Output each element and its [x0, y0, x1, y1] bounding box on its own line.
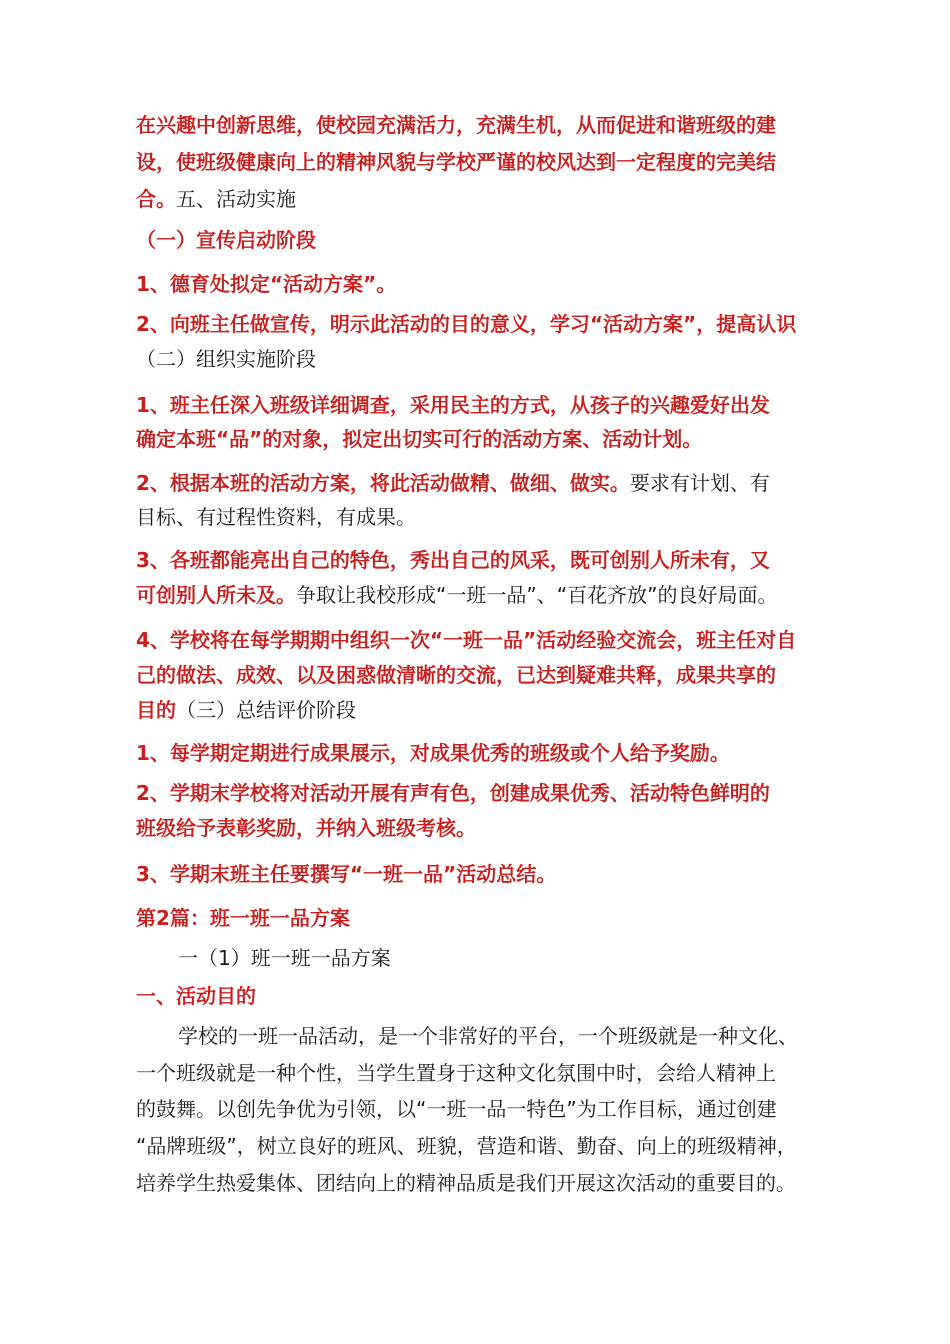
- paragraph-line: [136, 697, 356, 723]
- section-heading: 一、活动目的: [136, 984, 256, 1008]
- plan-title: 一（1）班一班一品方案: [178, 946, 391, 970]
- paragraph-line: [136, 582, 777, 608]
- list-item: 1、每学期定期进行成果展示，对成果优秀的班级或个人给予奖励。: [136, 741, 730, 765]
- list-item: 4、学校将在每学期期中组织一次“一班一品”活动经验交流会，班主任对自: [136, 628, 797, 652]
- subsection-heading: （三）总结评价阶段: [176, 698, 356, 722]
- paragraph-line: [136, 186, 296, 212]
- list-item: 2、学期末学校将对活动开展有声有色，创建成果优秀、活动特色鲜明的: [136, 781, 770, 805]
- list-item: 1、德育处拟定“活动方案”。: [136, 272, 397, 296]
- text-black: 争取让我校形成“一班一品”、“百花齐放”的良好局面。: [296, 583, 778, 607]
- list-item: 3、学期末班主任要撰写“一班一品”活动总结。: [136, 862, 557, 886]
- list-item: 确定本班“品”的对象，拟定出切实可行的活动方案、活动计划。: [136, 427, 703, 451]
- text-red: 目的: [136, 698, 176, 722]
- paragraph-line: 己的做法、成效、以及困惑做清晰的交流，已达到疑难共释，成果共享的: [136, 663, 776, 687]
- paragraph-line: 在兴趣中创新思维，使校园充满活力，充满生机，从而促进和谐班级的建: [136, 113, 776, 137]
- paragraph-line: 一个班级就是一种个性，当学生置身于这种文化氛围中时，会给人精神上: [136, 1061, 776, 1085]
- paragraph-line: 的鼓舞。以创先争优为引领，以“一班一品一特色”为工作目标，通过创建: [136, 1097, 777, 1121]
- paragraph-line: 学校的一班一品活动，是一个非常好的平台，一个班级就是一种文化、: [178, 1024, 798, 1048]
- paragraph-line: 培养学生热爱集体、团结向上的精神品质是我们开展这次活动的重要目的。: [136, 1171, 796, 1195]
- text-red: 可创别人所未及。: [136, 583, 296, 607]
- list-item: 3、各班都能亮出自己的特色，秀出自己的风采，既可创别人所未有，又: [136, 548, 770, 572]
- paragraph-line: “品牌班级”，树立良好的班风、班貌，营造和谐、勤奋、向上的班级精神，: [136, 1134, 797, 1158]
- chapter-title: 第2篇：班一班一品方案: [136, 906, 350, 930]
- list-item: 2、向班主任做宣传，明示此活动的目的意义，学习“活动方案”，提高认识: [136, 312, 797, 336]
- paragraph-line: 设，使班级健康向上的精神风貌与学校严谨的校风达到一定程度的完美结: [136, 150, 776, 174]
- subsection-heading: （二）组织实施阶段: [136, 347, 316, 371]
- list-item: 1、班主任深入班级详细调查，采用民主的方式，从孩子的兴趣爱好出发: [136, 393, 770, 417]
- text-red: 合。: [136, 187, 176, 211]
- paragraph-line: 班级给予表彰奖励，并纳入班级考核。: [136, 816, 476, 840]
- text-black: 要求有计划、有: [629, 471, 770, 495]
- paragraph-line: 目标、有过程性资料，有成果。: [136, 505, 416, 529]
- list-item: [136, 470, 770, 496]
- text-red: 2、根据本班的活动方案，将此活动做精、做细、做实。: [136, 471, 630, 495]
- subsection-heading: （一）宣传启动阶段: [136, 228, 316, 252]
- section-heading: 五、活动实施: [176, 187, 296, 211]
